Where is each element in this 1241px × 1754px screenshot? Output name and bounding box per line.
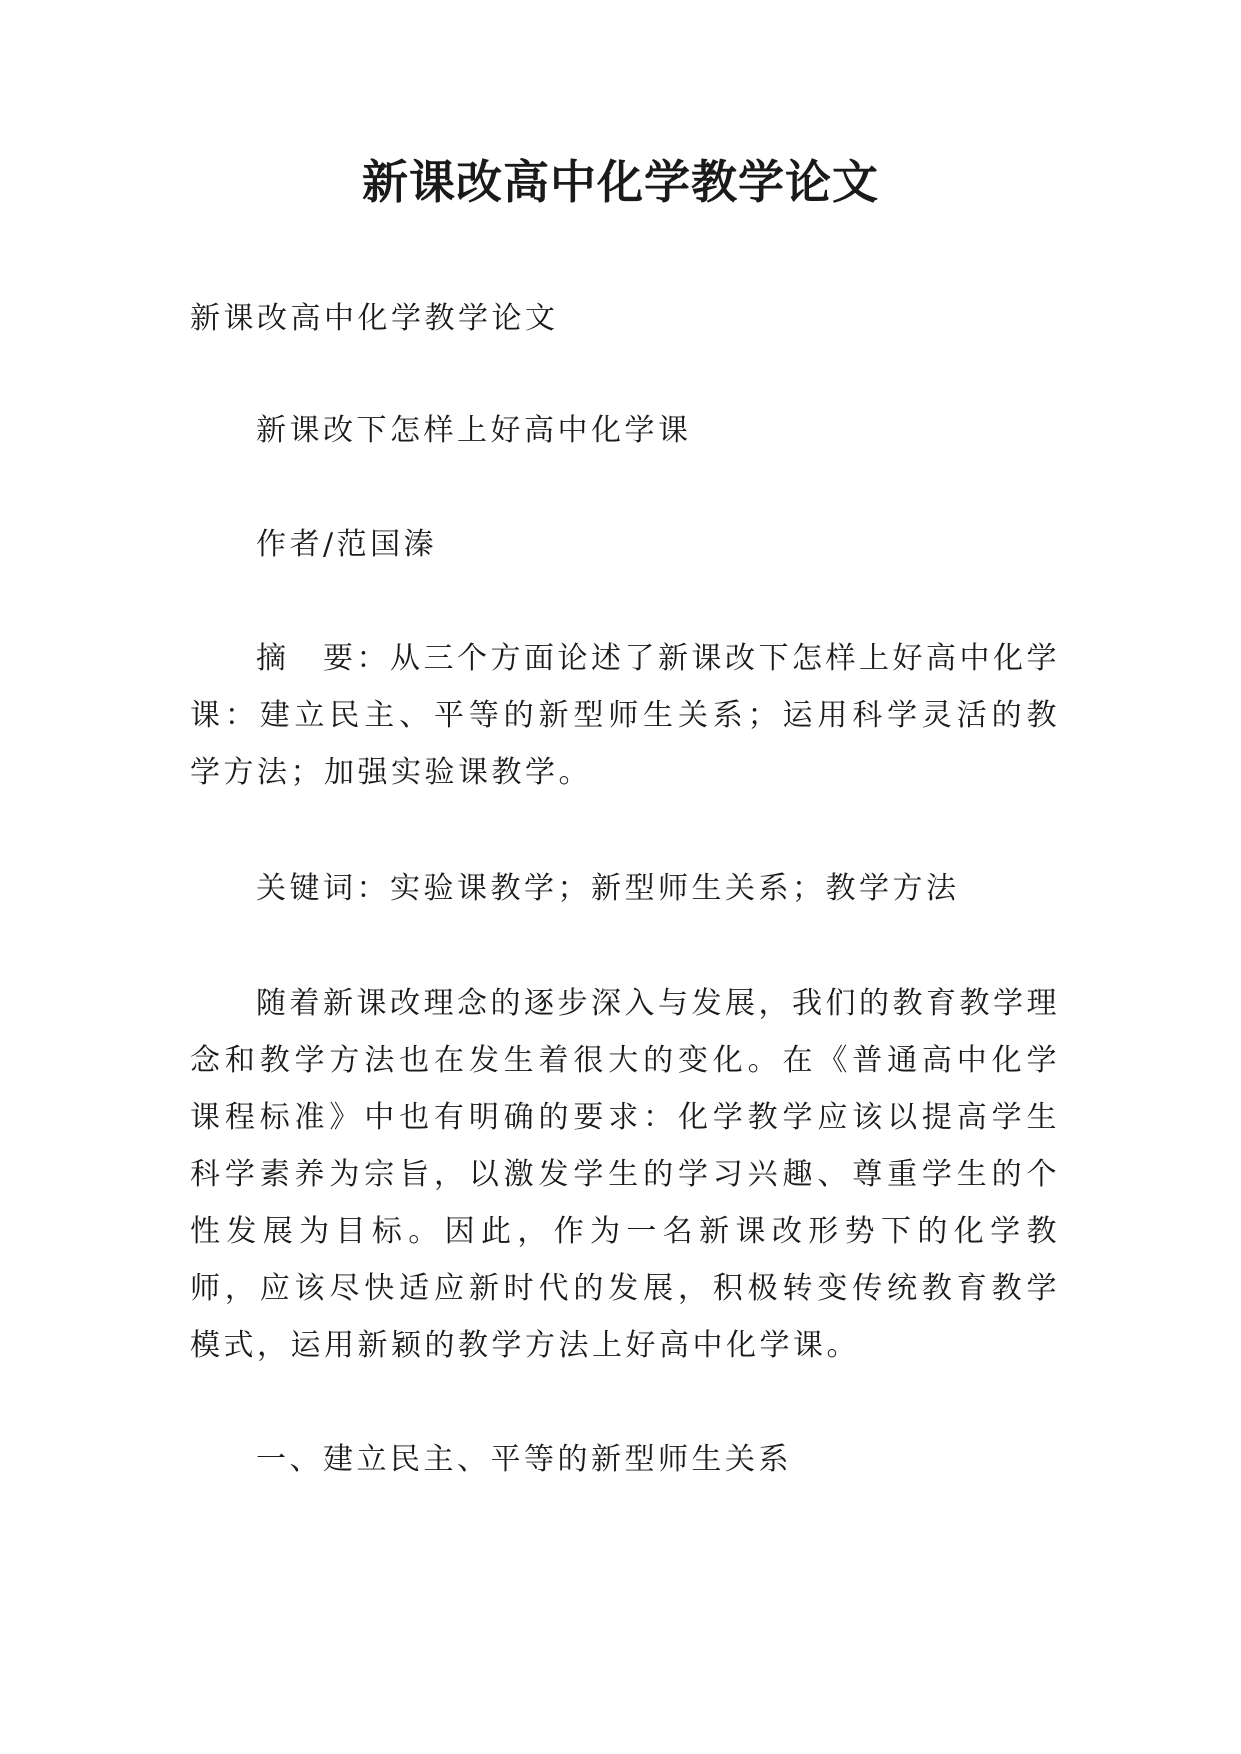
subtitle-line: 新课改高中化学教学论文: [190, 301, 559, 336]
document-title: 新课改高中化学教学论文: [362, 155, 879, 209]
author-line: 作者/范国溱: [256, 527, 438, 562]
abstract-paragraph: 摘 要：从三个方面论述了新课改下怎样上好高中化学课：建立民主、平等的新型师生关系；运用科学灵活的教学方法；加强实验课教学。: [190, 641, 1060, 790]
intro-paragraph: 随着新课改理念的逐步深入与发展，我们的教育教学理念和教学方法也在发生着很大的变化。在《普通高中化学课程标准》中也有明确的要求：化学教学应该以提高学生科学素养为宗旨，以激发学生的学习兴趣、尊重学生的个性发展为目标。因此，作为一名新课改形势下的化学教师，应该尽快适应新时代的发展，积极转变传统教育教学模式，运用新颖的教学方法上好高中化学课。: [190, 986, 1060, 1363]
keywords-line: 关键词：实验课教学；新型师生关系；教学方法: [256, 871, 960, 906]
section-heading: 一、建立民主、平等的新型师生关系: [256, 1442, 792, 1477]
article-title: 新课改下怎样上好高中化学课: [256, 413, 692, 448]
